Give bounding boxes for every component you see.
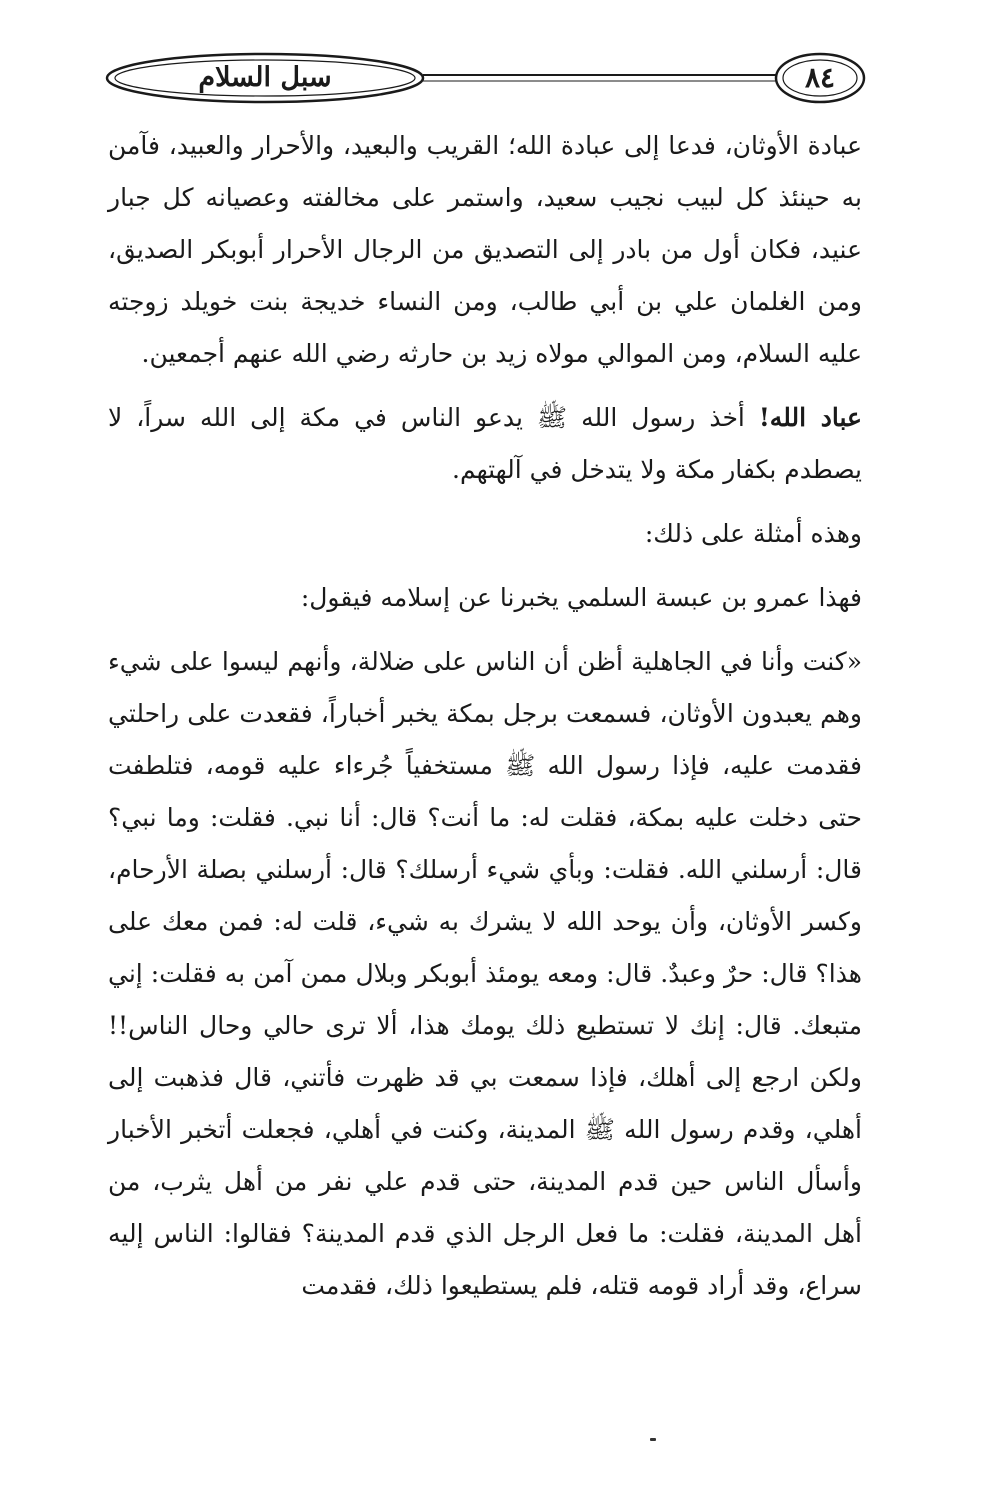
paragraph-4-text: فهذا عمرو بن عبسة السلمي يخبرنا عن إسلامه فيقول:	[300, 583, 862, 612]
paragraph-1	[108, 120, 862, 380]
paragraph-2	[108, 392, 862, 496]
page-number: ٨٤	[804, 61, 836, 94]
paragraph-1-text: عبادة الأوثان، فدعا إلى عبادة الله؛ القريب والبعيد، والأحرار والعبيد، فآمن به حينئذ كل لبيب نجيب سعيد، واستمر على مخالفته وعصيانه كل جبار عنيد، فكان أول من بادر إلى التصديق من الرجال الأحرار أبوبكر الصديق، ومن الغلمان علي بن أبي طالب، ومن النساء خديجة بنت خويلد زوجته عليه السلام، ومن الموالي مولاه زيد بن حارثه رضي الله عنهم أجمعين.	[108, 131, 862, 368]
paragraph-3-text: وهذه أمثلة على ذلك:	[644, 519, 862, 548]
paragraph-2-text: أخذ رسول الله ﷺ يدعو الناس في مكة إلى الله سراً، لا يصطدم بكفار مكة ولا يتدخل في آلهتهم.	[108, 403, 862, 484]
paragraph-2-lead: عباد الله!	[758, 403, 862, 432]
page-speck	[650, 1438, 656, 1441]
paragraph-4	[108, 572, 862, 624]
paragraph-5	[108, 636, 862, 1312]
paragraph-5-text: «كنت وأنا في الجاهلية أظن أن الناس على ضلالة، وأنهم ليسوا على شيء وهم يعبدون الأوثان، فسمعت برجل بمكة يخبر أخباراً، فقعدت على راحلتي فقدمت عليه، فإذا رسول الله ﷺ مستخفياً جُرءاء عليه قومه، فتلطفت حتى دخلت عليه بمكة، فقلت له: ما أنت؟ قال: أنا نبي. فقلت: وما نبي؟ قال: أرسلني الله. فقلت: وبأي شيء أرسلك؟ قال: أرسلني بصلة الأرحام، وكسر الأوثان، وأن يوحد الله لا يشرك به شيء، قلت له: فمن معك على هذا؟ قال: حرٌ وعبدٌ. قال: ومعه يومئذ أبوبكر وبلال ممن آمن به فقلت: إني متبعك. قال: إنك لا تستطيع ذلك يومك هذا، ألا ترى حالي وحال الناس!! ولكن ارجع إلى أهلك، فإذا سمعت بي قد ظهرت فأتني، قال فذهبت إلى أهلي، وقدم رسول الله ﷺ المدينة، وكنت في أهلي، فجعلت أتخبر الأخبار وأسأل الناس حين قدم المدينة، حتى قدم علي نفر من أهل يثرب، من أهل المدينة، فقلت: ما فعل الرجل الذي قدم المدينة؟ فقالوا: الناس إليه سراع، وقد أراد قومه قتله، فلم يستطيعوا ذلك، فقدمت	[108, 647, 862, 1300]
paragraph-3	[108, 508, 862, 560]
body-text	[108, 120, 862, 1312]
page-header	[100, 50, 870, 110]
running-title: سبل السلام	[198, 62, 332, 93]
